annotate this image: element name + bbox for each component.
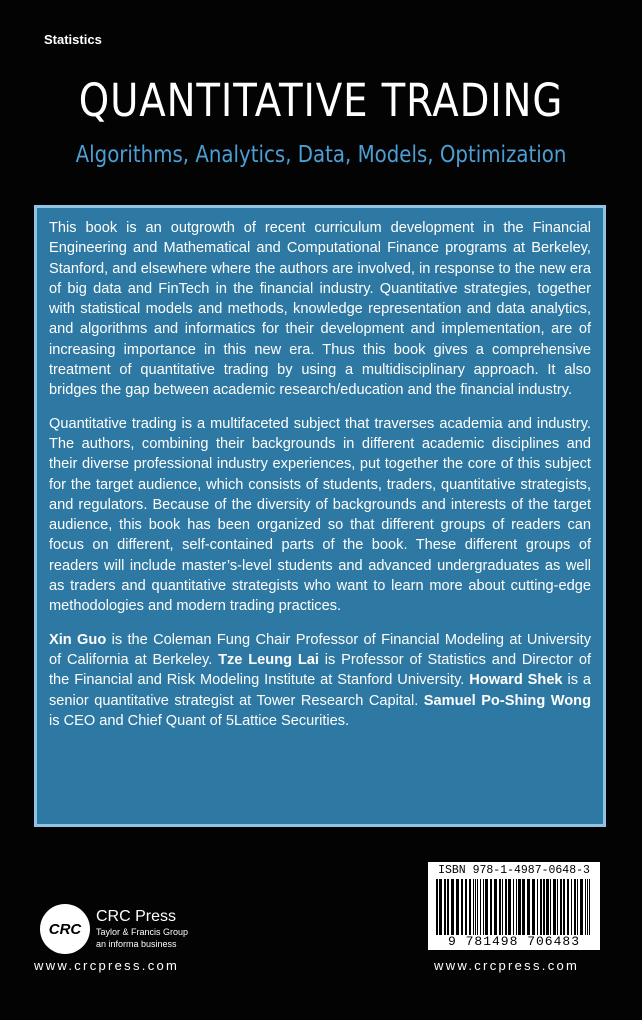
publisher-url-right: www.crcpress.com bbox=[434, 958, 580, 973]
author-name-lai: Tze Leung Lai bbox=[218, 651, 319, 668]
isbn-label: ISBN 978-1-4987-0648-3 bbox=[438, 864, 590, 877]
crc-logo-icon bbox=[40, 904, 90, 954]
description-paragraph-1: This book is an outgrowth of recent curriculum development in the Financial Engineering and Mathematical and Computational Finance programs at Berkeley, Stanford, and elsewhere where the authors are involved, in response to the new era of big data and FinTech in the financial industry. Quantitative strategies, together with statistical models and methods, knowledge representation and data analytics, and algorithms and informatics for their development and implementation, are of increasing importance in this new era. Thus this book gives a comprehensive treatment of quantitative trading by using a multidisciplinary approach. It also bridges the gap between academic research/education and the financial industry. bbox=[49, 220, 591, 399]
author-bio-wong: is CEO and Chief Quant of 5Lattice Securities. bbox=[49, 712, 350, 729]
author-name-guo: Xin Guo bbox=[49, 631, 107, 648]
book-subtitle: Algorithms, Analytics, Data, Models, Optimization bbox=[75, 142, 567, 168]
category-label: Statistics bbox=[44, 32, 102, 47]
description-panel bbox=[34, 205, 606, 827]
publisher-name: CRC Press bbox=[96, 908, 177, 925]
publisher-group: Taylor & Francis Group bbox=[96, 927, 189, 937]
publisher-tagline: an informa business bbox=[96, 939, 177, 949]
book-title: QUANTITATIVE TRADING bbox=[78, 74, 564, 127]
author-bios bbox=[49, 630, 591, 731]
author-bio-shek: is a senior quantitative strategist at Tower Research Capital. bbox=[49, 672, 592, 709]
author-bio-lai: is Professor of Statistics and Director of the Financial and Risk Modeling Institute at Stanford University. bbox=[49, 651, 591, 689]
author-name-wong: Samuel Po-Shing Wong bbox=[423, 692, 591, 709]
barcode-block bbox=[428, 862, 600, 950]
barcode-number: 9 781498 706483 bbox=[447, 934, 581, 949]
publisher-block bbox=[96, 908, 188, 950]
author-name-shek: Howard Shek bbox=[469, 672, 563, 689]
author-bio-guo: is the Coleman Fung Chair Professor of Financial Modeling at University of California at Berkeley. bbox=[49, 631, 591, 668]
description-paragraph-2: Quantitative trading is a multifaceted subject that traverses academia and industry. The authors, combining their backgrounds in different academic disciplines and their diverse professional industry experiences, put together the core of this subject for the target audience, which consists of students, traders, quantitative strategists, and regulators. Because of the diversity of backgrounds and interests of the target audience, this book has been organized so that different groups of readers can focus on different, self-contained parts of the book. These different groups of readers will include master’s-level students and advanced undergraduates as well as traders and quantitative strategists who want to learn more about cutting-edge methodologies and modern trading practices. bbox=[49, 415, 591, 615]
publisher-url-left: www.crcpress.com bbox=[34, 958, 180, 973]
barcode-icon bbox=[436, 879, 592, 935]
crc-logo-text: CRC bbox=[48, 920, 82, 938]
